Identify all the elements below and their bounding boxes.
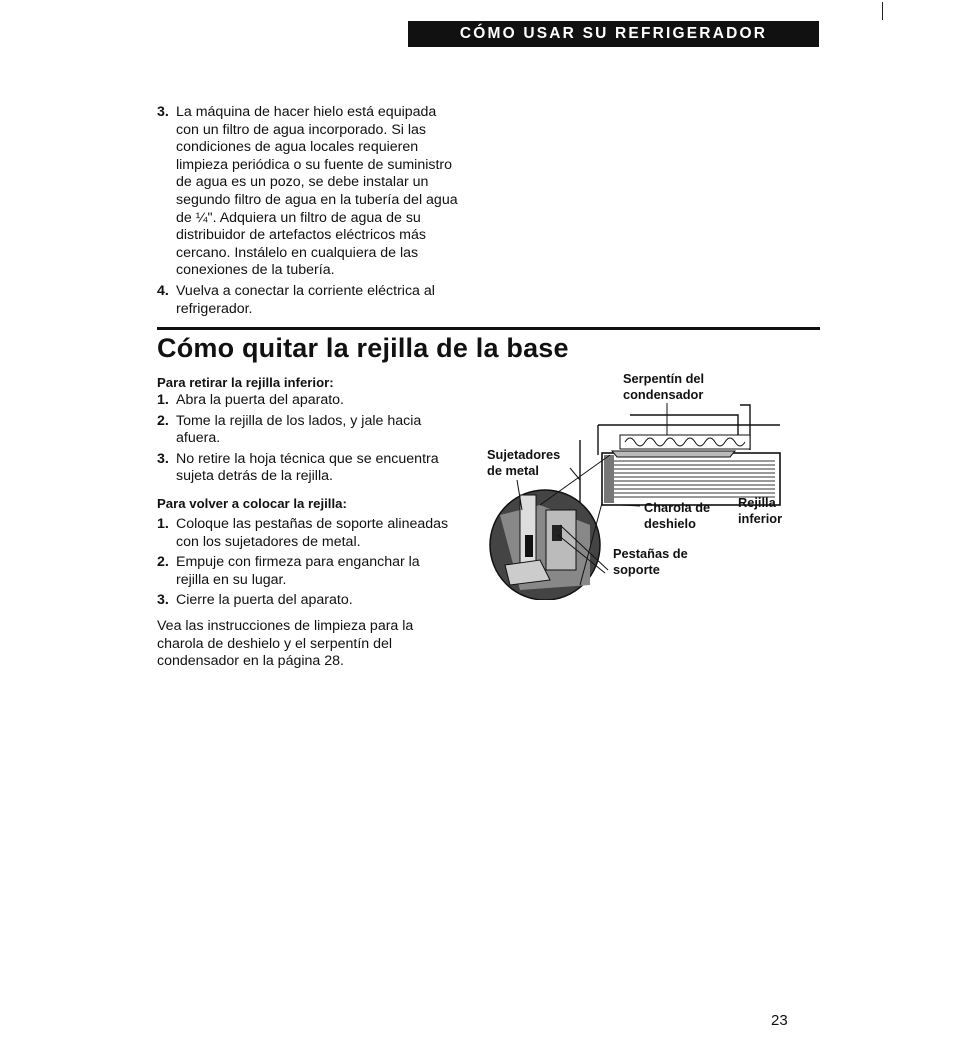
step-text: La máquina de hacer hielo está equipada con un filtro de agua incorporado. Si las condiciones de agua locales requieren limpieza periódica o su fuente de suministro de agua es un pozo, se debe instalar un segundo filtro de agua en la tubería del agua de ¼". Adquiera un filtro de agua de su distribuidor de artefactos eléctricos más cercano. Instálelo en cualquiera de las conexiones de la tubería. [176, 104, 458, 279]
drain-pan [612, 451, 735, 457]
label-metal-fasteners: Sujetadores de metal [487, 447, 561, 478]
page-number: 23 [771, 1012, 788, 1029]
step-text: Cierre la puerta del aparato. [176, 592, 353, 609]
label-drain-pan: Charola de deshielo [644, 500, 711, 531]
remove-heading: Para retirar la rejilla inferior: [157, 375, 334, 390]
step-number: 3. [157, 450, 169, 467]
step-text: Coloque las pestañas de soporte alineadas con los sujetadores de metal. [176, 516, 449, 550]
list-item [157, 283, 462, 318]
intro-steps-list [157, 104, 462, 321]
step-number: 3. [157, 592, 169, 609]
page-title: Cómo quitar la rejilla de la base [157, 333, 569, 363]
label-support-tabs: Pestañas de soporte [613, 546, 688, 577]
list-item [157, 104, 462, 280]
step-text: No retire la hoja técnica que se encuentra sujeta detrás de la rejilla. [176, 450, 439, 485]
step-text: Vuelva a conectar la corriente eléctrica al refrigerador. [176, 282, 435, 317]
page-edge-mark [882, 2, 883, 20]
list-item [157, 413, 442, 448]
step-number: 1. [157, 392, 169, 408]
list-item [157, 516, 452, 551]
label-condenser-coil: Serpentín del condensador [623, 371, 705, 402]
section-divider [157, 327, 820, 330]
section-header [408, 21, 819, 47]
label-lower-grille: Rejilla inferior [738, 495, 783, 526]
step-text: Empuje con firmeza para enganchar la rejilla en su lugar. [176, 554, 420, 588]
step-text: Abra la puerta del aparato. [176, 392, 344, 408]
list-item [157, 592, 452, 610]
list-item [157, 392, 442, 410]
step-number: 1. [157, 516, 169, 532]
section-header-title: CÓMO USAR SU REFRIGERADOR [459, 25, 768, 42]
step-number: 2. [157, 554, 169, 571]
cleaning-note: Vea las instrucciones de limpieza para la charola de deshielo y el serpentín del condensador en la página 28. [157, 618, 414, 670]
remove-steps-list [157, 392, 442, 489]
replace-steps-list [157, 516, 452, 613]
list-item [157, 451, 442, 486]
step-text: Tome la rejilla de los lados, y jale hacia afuera. [176, 412, 422, 447]
condenser-coil [620, 435, 750, 449]
replace-heading: Para volver a colocar la rejilla: [157, 496, 347, 511]
step-number: 3. [157, 104, 169, 120]
step-number: 2. [157, 412, 169, 429]
step-number: 4. [157, 282, 169, 299]
list-item [157, 554, 452, 589]
